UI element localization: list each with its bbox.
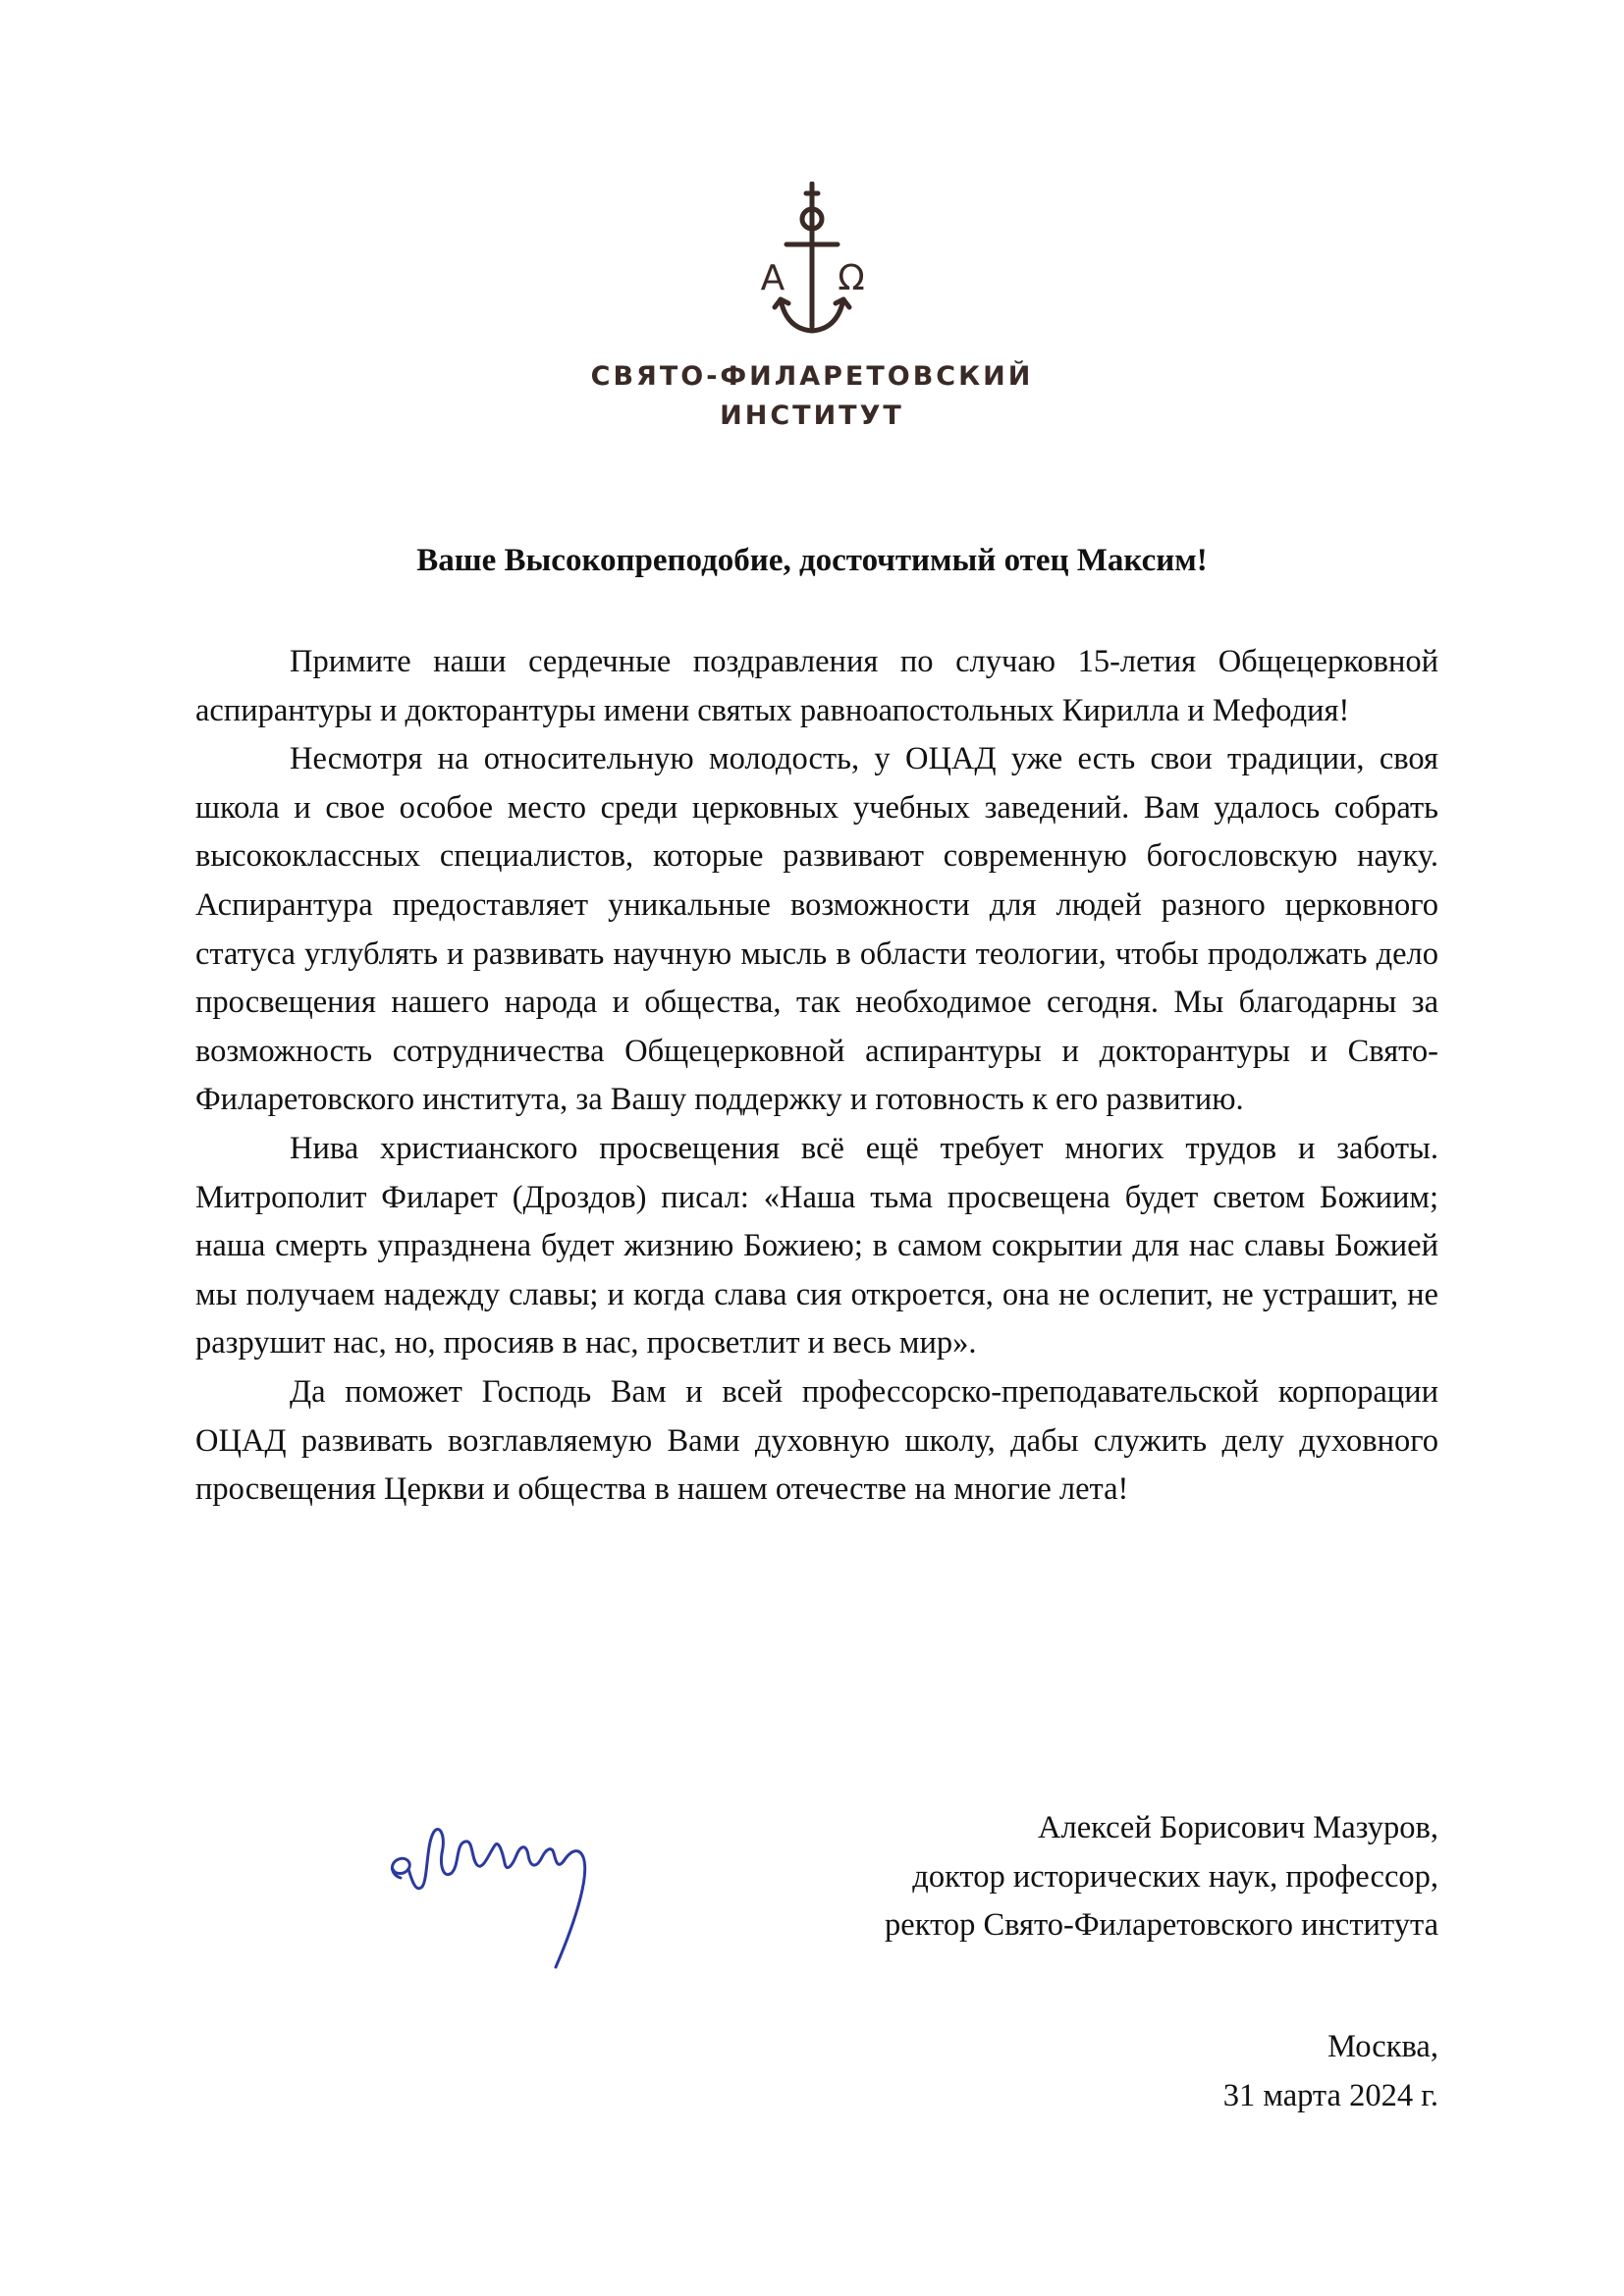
signatory-block bbox=[885, 1804, 1438, 1950]
paragraph: Примите наши сердечные поздравления по случаю 15-летия Общецерковной аспирантуры и докторантуры имени святых равноапостольных Кирилла и Мефодия! bbox=[195, 644, 1438, 728]
handwritten-signature-icon bbox=[383, 1785, 638, 1981]
date: 31 марта 2024 г. bbox=[1222, 2077, 1438, 2113]
anchor-cross-alpha-omega-icon bbox=[743, 182, 881, 348]
paragraph: Несмотря на относительную молодость, у ОЦАД уже есть свои традиции, своя школа и свое особое место среди церковных учебных заведений. Вам удалось собрать высококлассных специалистов, которые развивают современную богословскую науку. Аспирантура предоставляет уникальные возможности для людей разного церковного статуса углублять и развивать научную мысль в области теологии, чтобы продолжать дело просвещения нашего народа и общества, так необходимое сегодня. Мы благодарны за возможность сотрудничества Общецерковной аспирантуры и докторантуры и Свято-Филаретовского института, за Вашу поддержку и готовность к его развитию. bbox=[195, 741, 1438, 1118]
signatory-name: Алексей Борисович Мазуров, bbox=[1038, 1810, 1438, 1845]
logo-omega: Ω bbox=[838, 258, 865, 298]
city: Москва, bbox=[1327, 2029, 1438, 2064]
paragraph: Нива христианского просвещения всё ещё требует многих трудов и заботы. Митрополит Филарет (Дроздов) писал: «Наша тьма просвещена будет светом Божиим; наша смерть упразднена будет жизнию Божиею; в самом сокрытии для нас славы Божией мы получаем надежду славы; и когда слава сия откроется, она не ослепит, не устрашит, не разрушит нас, но, просияв в нас, просветлит и весь мир». bbox=[195, 1130, 1438, 1362]
place-date-block bbox=[1223, 2023, 1438, 2120]
salutation: Ваше Высокопреподобие, досточтимый отец Максим! bbox=[416, 543, 1208, 578]
signatory-position: ректор Свято-Филаретовского института bbox=[885, 1907, 1438, 1944]
org-name-line1: СВЯТО-ФИЛАРЕТОВСКИЙ bbox=[590, 361, 1034, 392]
signatory-degree: доктор исторических наук, профессор, bbox=[912, 1858, 1438, 1895]
logo-alpha: A bbox=[760, 258, 785, 298]
institute-logo bbox=[0, 182, 1624, 348]
org-name-line2: ИНСТИТУТ bbox=[720, 400, 904, 431]
paragraph: Да поможет Господь Вам и всей профессорско-преподавательской корпорации ОЦАД развивать возглавляемую Вами духовную школу, дабы служить делу духовного просвещения Церкви и общества в нашем отечестве на многие лета! bbox=[195, 1373, 1438, 1508]
letter-body bbox=[195, 638, 1438, 1515]
